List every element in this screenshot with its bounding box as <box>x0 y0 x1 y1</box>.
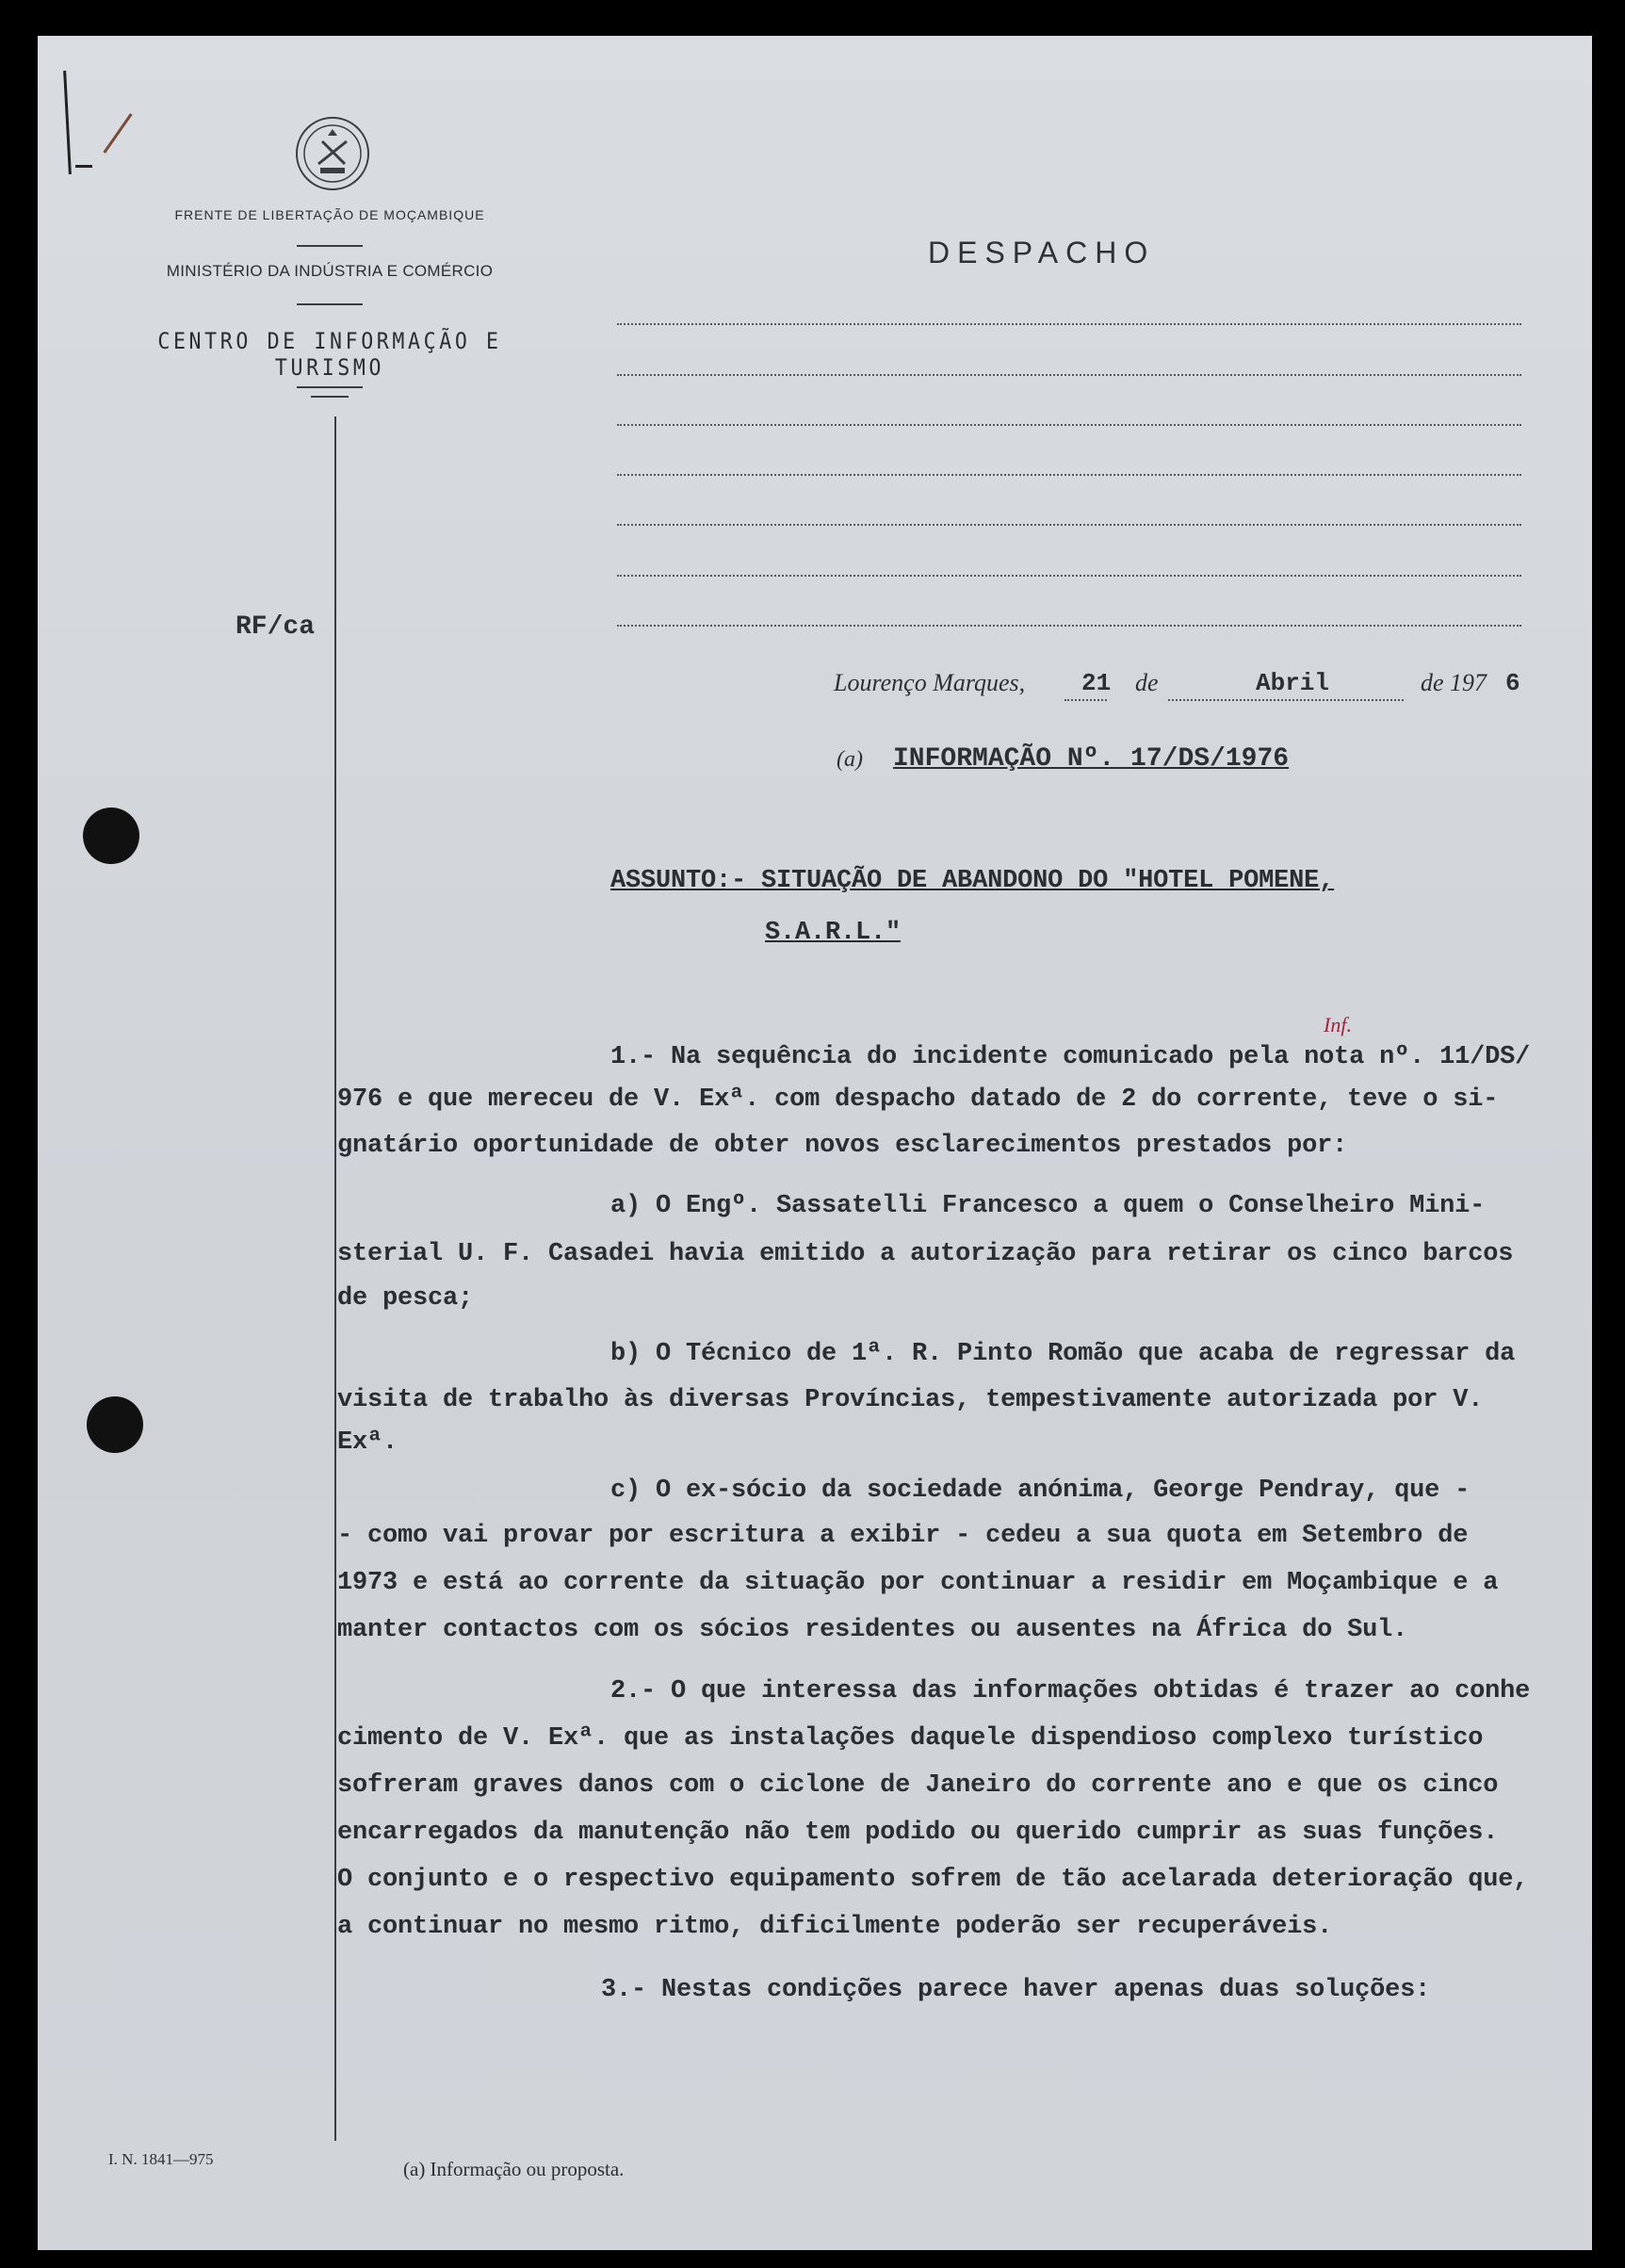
date-fill-line <box>1064 699 1107 701</box>
despacho-line <box>617 625 1521 627</box>
body-line: de pesca; <box>337 1284 474 1313</box>
punch-hole <box>83 808 139 864</box>
footnote: (a) Informação ou proposta. <box>403 2158 625 2180</box>
divider <box>311 396 349 398</box>
organization-name: FRENTE DE LIBERTAÇÃO DE MOÇAMBIQUE <box>174 207 485 222</box>
body-line: Exª. <box>337 1428 398 1457</box>
body-line: 1973 e está ao corrente da situação por continuar a residir em Moçambique e a <box>337 1569 1499 1597</box>
document-type-marker: (a) <box>837 747 863 772</box>
body-line: manter contactos com os sócios residentes ou ausentes na África do Sul. <box>337 1616 1408 1644</box>
body-line: visita de trabalho às diversas Províncias, tempestivamente autorizada por V. <box>337 1386 1484 1414</box>
body-line: c) O ex-sócio da sociedade anónima, George Pendray, que - <box>610 1477 1471 1505</box>
subject-line: ASSUNTO:- SITUAÇÃO DE ABANDONO DO "HOTEL POMENE, <box>610 867 1335 895</box>
divider <box>297 386 363 388</box>
despacho-line <box>617 323 1521 325</box>
date-year-prefix: de 197 <box>1421 669 1487 696</box>
ministry-name: MINISTÉRIO DA INDÚSTRIA E COMÉRCIO <box>166 262 494 280</box>
date-year-digit: 6 <box>1505 669 1520 697</box>
body-line: gnatário oportunidade de obter novos esclarecimentos prestados por: <box>337 1132 1348 1160</box>
body-line: sterial U. F. Casadei havia emitido a autorização para retirar os cinco barcos <box>337 1240 1514 1268</box>
subject-line: S.A.R.L." <box>765 919 902 947</box>
form-code: I. N. 1841—975 <box>108 2150 214 2168</box>
document-title: INFORMAÇÃO Nº. 17/DS/1976 <box>893 744 1290 774</box>
date-place: Lourenço Marques, <box>834 669 1026 696</box>
divider <box>297 245 363 247</box>
handwritten-correction: Inf. <box>1324 1013 1352 1036</box>
date-fill-line <box>1168 699 1404 701</box>
body-line: a continuar no mesmo ritmo, dificilmente poderão ser recuperáveis. <box>337 1913 1333 1941</box>
body-line: sofreram graves danos com o ciclone de Janeiro do corrente ano e que os cinco <box>337 1771 1499 1800</box>
body-line: b) O Técnico de 1ª. R. Pinto Romão que acaba de regressar da <box>610 1340 1516 1368</box>
divider <box>297 303 363 305</box>
despacho-heading: DESPACHO <box>928 236 1156 269</box>
body-line: cimento de V. Exª. que as instalações daquele dispendioso complexo turístico <box>337 1724 1484 1753</box>
pencil-mark <box>75 165 92 168</box>
centre-name: CENTRO DE INFORMAÇÃO E TURISMO <box>157 328 502 381</box>
margin-rule <box>334 416 336 2141</box>
body-line: 976 e que mereceu de V. Exª. com despacho datado de 2 do corrente, teve o si- <box>337 1085 1499 1114</box>
date-de: de <box>1135 669 1159 696</box>
despacho-line <box>617 424 1521 426</box>
reference-initials: RF/ca <box>236 612 316 642</box>
body-line: encarregados da manutenção não tem podido ou querido cumprir as suas funções. <box>337 1819 1499 1847</box>
punch-hole <box>87 1396 143 1453</box>
frelimo-emblem-icon <box>294 115 371 192</box>
body-line: 2.- O que interessa das informações obtidas é trazer ao conhe <box>610 1677 1531 1705</box>
despacho-line <box>617 575 1521 577</box>
body-line: - como vai provar por escritura a exibir - cedeu a sua quota em Setembro de <box>337 1522 1469 1550</box>
despacho-line <box>617 374 1521 376</box>
body-line: O conjunto e o respectivo equipamento sofrem de tão acelarada deterioração que, <box>337 1866 1529 1894</box>
date-day: 21 <box>1081 669 1112 697</box>
body-line: 3.- Nestas condições parece haver apenas duas soluções: <box>601 1976 1431 2004</box>
despacho-line <box>617 474 1521 476</box>
body-line: 1.- Na sequência do incidente comunicado pela nota nº. 11/DS/ <box>610 1043 1531 1071</box>
date-month: Abril <box>1256 669 1330 697</box>
body-line: a) O Engº. Sassatelli Francesco a quem o Conselheiro Mini- <box>610 1192 1486 1220</box>
despacho-line <box>617 524 1521 526</box>
